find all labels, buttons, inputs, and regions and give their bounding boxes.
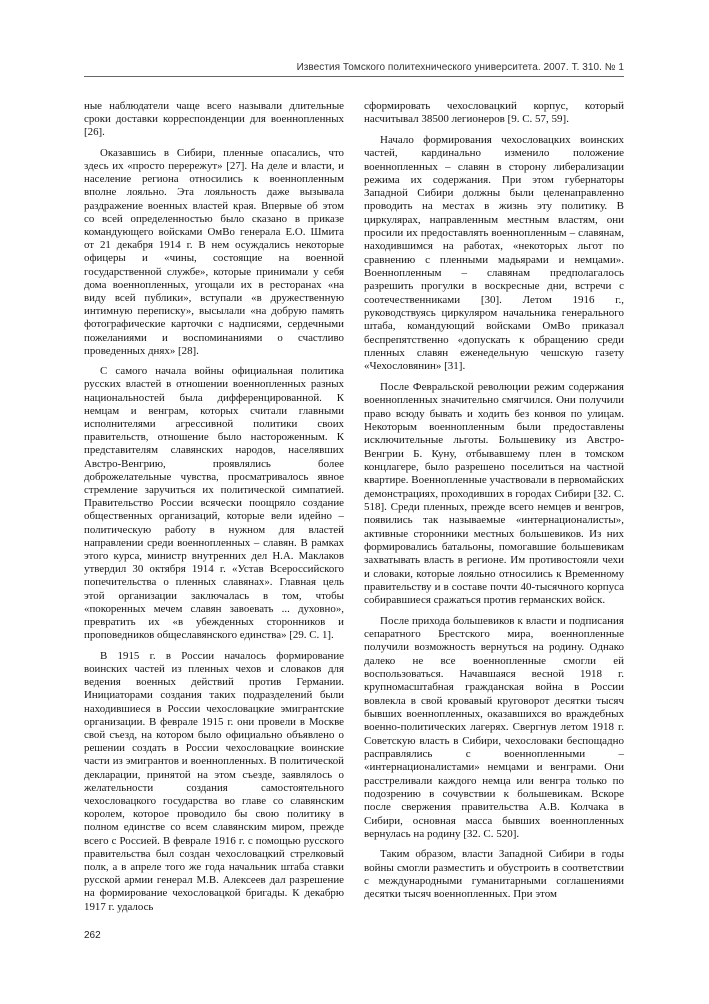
paragraph: В 1915 г. в России началось формирование воинских частей из пленных чехов и словаков для ведения военных действий против Германии. Инициаторами создания таких подразделений были находившиеся в России чехословацкие эмигрантские организации. В феврале 1915 г. они провели в Москве свой съезд, на котором было официально объявлено о решении создать в России чехословацкие воинские части из эмигрантов и военнопленных. В политической декларации, принятой на этом съезде, заявлялось о желательности создания самостоятельного чехословацкого государства во главе со славянским королем, которое проводило бы свою политику в полном единстве со всем славянским миром, прежде всего с Россией. В феврале 1916 г. с помощью русского правительства был создан чехословацкий стрелковый полк, а в апреле того же года начальник штаба ставки русской армии генерал М.В. Алексеев дал разрешение на формирование чехословацкой бригады. К декабрю 1917 г. удалось: [84, 649, 344, 913]
running-header: Известия Томского политехнического университета. 2007. Т. 310. № 1: [296, 62, 624, 73]
header-rule: [84, 76, 624, 77]
paragraph: После Февральской революции режим содержания военнопленных значительно смягчился. Они получили право всюду бывать и ходить без конвоя по улицам. Некоторым военнопленным были предоставлены исключительные льготы. Большевику из Австро-Венгрии Б. Куну, отбывавшему плен в томском концлагере, было разрешено поселиться на частной квартире. Военнопленные участвовали в первомайских демонстрациях, проходивших в городах Сибири [32. С. 518]. Среди пленных, прежде всего немцев и венгров, появились так называемые «интернационалисты», активные сторонники местных большевиков. Из них формировались батальоны, помогавшие большевикам захватывать власть в регионе. Им противостояли чехи и словаки, которые лояльно относились к Временному правительству и в составе почти 40-тысячного корпуса собиравшиеся сражаться против германских войск.: [364, 380, 624, 607]
paragraph: Таким образом, власти Западной Сибири в годы войны смогли разместить и обустроить в соответствии с международными гуманитарными соглашениями десятки тысяч военнопленных. При этом: [364, 848, 624, 901]
right-column: [364, 100, 624, 909]
left-column: [84, 100, 344, 921]
paragraph: ные наблюдатели чаще всего называли длительные сроки доставки корреспонденции для военнопленных [26].: [84, 100, 344, 139]
paragraph: сформировать чехословацкий корпус, который насчитывал 38500 легионеров [9. С. 57, 59].: [364, 100, 624, 126]
paragraph: С самого начала войны официальная политика русских властей в отношении военнопленных разных национальностей была дифференцированной. К немцам и венграм, которых считали главными исполнителями агрессивной политики своих правительств, отношение было настороженным. К представителям славянских народов, населявших Австро-Венгрию, проявлялись более доброжелательные чувства, просматривалось явное стремление заручиться их политической симпатией. Правительство России всячески поощряло создание общественных организаций, которые вели идейно – политическую работу в нужном для властей направлении среди военнопленных – славян. В рамках этого курса, министр внутренних дел Н.А. Маклаков утвердил 30 октября 1914 г. «Устав Всероссийского попечительства о пленных славянах». Главная цель этой организации заключалась в том, чтобы «покоренных мечем славян завоевать ... духовно», превратить их «в убежденных сторонников и проповедников общеславянского единства» [29. С. 1].: [84, 365, 344, 642]
page-number: 262: [84, 930, 101, 941]
paragraph: Начало формирования чехословацких воинских частей, кардинально изменило положение военнопленных – славян в сторону либерализации режима их содержания. При этом губернаторы Западной Сибири должны были целенаправленно проводить на местах в жизнь эту политику. В циркулярах, направленным местным властям, они просили их предоставлять военнопленным – славянам, находившимся на работах, «некоторых льгот по сравнению с пленными мадьярами и немцами». Военнопленным – славянам предполагалось разрешить прогулки в воскресные дни, встречи с соотечественниками [30]. Летом 1916 г., руководствуясь циркуляром начальника генерального штаба, командующий войсками ОмВо приказал беспрепятственно «допускать к обращению среди пленных славян еженедельную чешскую газету «Чехословянин» [31].: [364, 133, 624, 373]
paragraph: Оказавшись в Сибири, пленные опасались, что здесь их «просто перережут» [27]. На деле и власти, и население региона относились к военнопленным вполне лояльно. Эта лояльность даже вызывала раздражение военных властей края. Впервые об этом со всей определенностью было сказано в приказе командующего войсками ОмВо генерала Е.О. Шмита от 21 декабря 1914 г. В нем осуждались некоторые офицеры и «чины, состоящие на военной государственной службе», которые принимали у себя дома военнопленных, угощали их в ресторанах «на виду всей публики», вступали «в дружественную интимную переписку», высылали «на добрую память фотографические карточки с надписями, сердечными пожеланиями и воспоминаниями о счастливо проведенных днях» [28].: [84, 146, 344, 357]
paragraph: После прихода большевиков к власти и подписания сепаратного Брестского мира, военнопленные получили возможность вернуться на родину. Однако далеко не все военнопленные смогли ей воспользоваться. Начавшаяся весной 1918 г. крупномасштабная гражданская война в России вовлекла в свой кровавый круговорот десятки тысяч бывших военнопленных, оказавшихся во враждебных военно-политических лагерях. Свергнув летом 1918 г. Советскую власть в Сибири, чехословаки беспощадно расправлялись с военнопленными – «интернационалистами» немцами и венграми. Они расстреливали каждого немца или венгра только по подозрению в сочувствии к большевикам. Вскоре после свержения правительства А.В. Колчака в Сибири, основная масса бывших военнопленных вернулась на родину [32. С. 520].: [364, 614, 624, 840]
